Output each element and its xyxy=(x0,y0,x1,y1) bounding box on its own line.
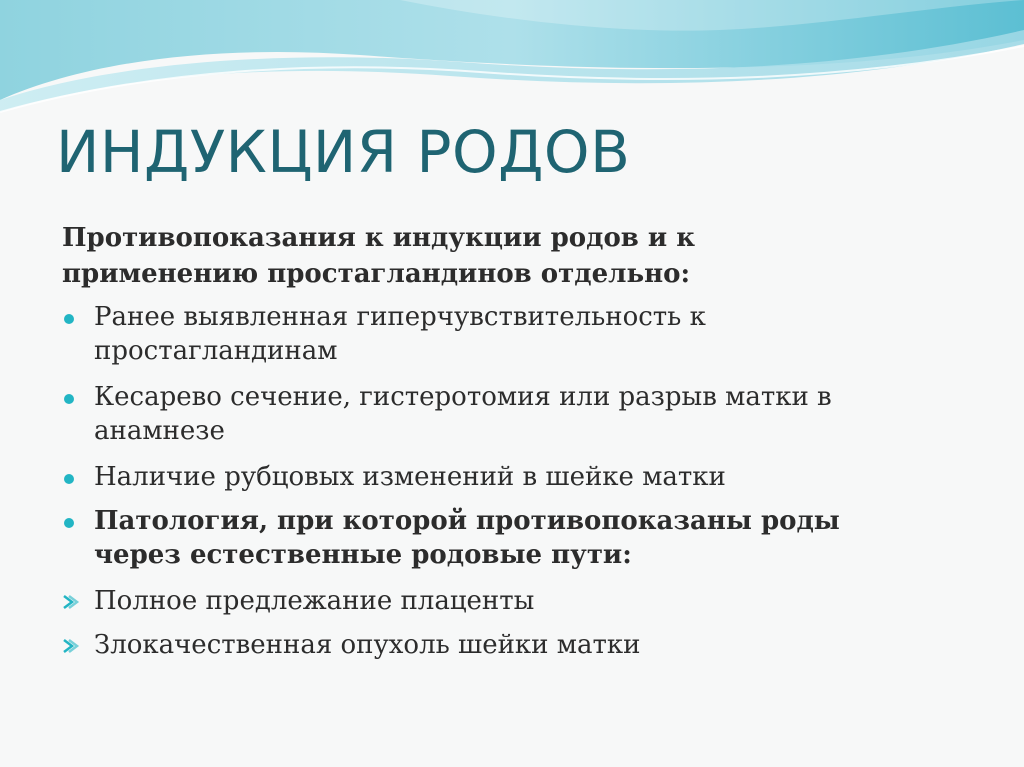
header-wave-decoration xyxy=(0,0,1024,130)
list-item xyxy=(62,628,962,662)
bullet-dot-icon xyxy=(64,394,74,404)
bullet-dot-icon xyxy=(64,314,74,324)
chevron-arrow-icon xyxy=(62,638,80,654)
list-item xyxy=(62,460,962,494)
list-item-text: Злокачественная опухоль шейки матки xyxy=(94,630,641,660)
heading-line: применению простагландинов отдельно: xyxy=(62,259,691,289)
section-heading-pathology xyxy=(62,504,962,572)
list-item-text: Наличие рубцовых изменений в шейке матки xyxy=(94,462,726,492)
bullet-dot-icon xyxy=(64,474,74,484)
list-item-text: через естественные родовые пути: xyxy=(94,540,632,570)
bullet-dot-icon xyxy=(64,518,74,528)
list-item-text: анамнезе xyxy=(94,416,225,446)
section-heading-contraindications xyxy=(62,220,962,292)
list-item xyxy=(62,380,962,448)
chevron-arrow-icon xyxy=(62,594,80,610)
list-item-text: Полное предлежание плаценты xyxy=(94,586,535,616)
list-item-text: Кесарево сечение, гистеротомия или разрыв матки в xyxy=(94,382,832,412)
slide-title: ИНДУКЦИЯ РОДОВ xyxy=(56,118,631,186)
list-item-text: простагландинам xyxy=(94,336,338,366)
list-item-text: Патология, при которой противопоказаны роды xyxy=(94,506,840,536)
list-item xyxy=(62,300,962,368)
list-item xyxy=(62,584,962,618)
heading-line: Противопоказания к индукции родов и к xyxy=(62,223,696,253)
list-item-text: Ранее выявленная гиперчувствительность к xyxy=(94,302,706,332)
slide-content xyxy=(62,220,962,662)
